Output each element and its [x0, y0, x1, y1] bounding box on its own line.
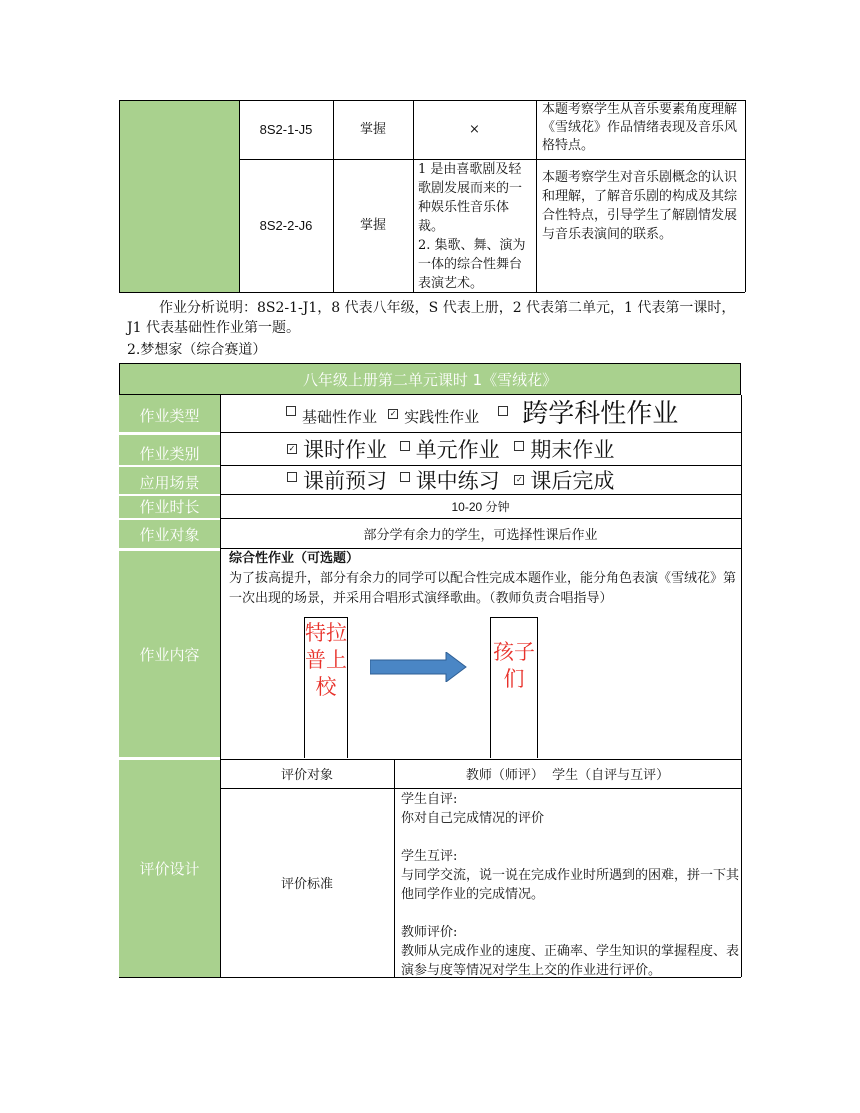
eval-self-title: 学生自评:	[401, 792, 458, 807]
eval-object-label: 评价对象	[280, 768, 333, 783]
role-right-text: 孩子们	[493, 640, 535, 691]
label-category: 作业类别	[139, 444, 200, 463]
table-cell-code: 8S2-2-J6	[259, 217, 313, 233]
checkbox-final[interactable]	[514, 441, 524, 451]
checkbox-practice[interactable]: ✓	[389, 409, 397, 418]
checkbox-unit[interactable]	[400, 441, 410, 451]
label-eval: 评价设计	[139, 859, 200, 878]
eval-standard-content	[401, 790, 739, 980]
role-left-text: 特拉普上校	[305, 621, 347, 699]
option-post-label: 课后完成	[530, 469, 615, 493]
option-final-label: 期末作业	[530, 438, 615, 462]
eval-teacher-title: 教师评价:	[401, 925, 458, 940]
duration-value: 10-20 分钟	[451, 499, 510, 514]
option-pre-label: 课前预习	[303, 469, 387, 493]
table-cell-level: 掌握	[359, 121, 386, 137]
label-type: 作业类型	[139, 406, 200, 425]
checkbox-cross[interactable]	[498, 406, 508, 416]
checkbox-basic[interactable]	[286, 406, 296, 416]
label-duration: 作业时长	[139, 497, 200, 516]
table-cell-analysis: 本题考察学生从音乐要素角度理解《雪绒花》作品情绪表现及音乐风格特点。	[542, 102, 738, 153]
option-unit-label: 单元作业	[415, 438, 500, 462]
table-header: 八年级上册第二单元课时 1《雪绒花》	[119, 363, 741, 395]
analysis-note: 作业分析说明：8S2-1-J1，8 代表八年级，S 代表上册，2 代表第二单元，1 代表第一课时，J1 代表基础性作业第一题。	[127, 300, 736, 336]
eval-peer-text: 与同学交流，说一说在完成作业时所遇到的困难，拼一下其他同学作业的完成情况。	[401, 868, 740, 902]
table-cell-answer: 1 是由喜歌剧及轻歌剧发展而来的一种娱乐性音乐体裁。 2. 集歌、舞、演为一体的综合性舞台表演艺术。	[418, 162, 526, 291]
option-basic-label: 基础性作业	[302, 408, 378, 426]
role-box-right	[490, 617, 538, 758]
option-practice-label: 实践性作业	[404, 408, 480, 426]
eval-teacher-text: 教师从完成作业的速度、正确率、学生知识的掌握程度、表演参与度等情况对学生上交的作业进行评价。	[401, 944, 740, 978]
option-in-label: 课中练习	[415, 469, 500, 493]
option-cross-label: 跨学科性作业	[522, 399, 679, 429]
role-box-left	[304, 617, 348, 758]
eval-peer-title: 学生互评:	[401, 849, 458, 864]
label-scene: 应用场景	[139, 473, 200, 492]
content-title: 综合性作业（可选题）	[229, 551, 360, 566]
option-lesson-label: 课时作业	[303, 438, 387, 462]
table1-green-column	[119, 100, 239, 292]
eval-self-text: 你对自己完成情况的评价	[401, 811, 545, 826]
label-target: 作业对象	[139, 525, 200, 544]
eval-standard-label: 评价标准	[280, 877, 333, 892]
checkbox-in[interactable]	[400, 472, 410, 482]
checkbox-lesson[interactable]: ✓	[288, 444, 296, 453]
table-cell-answer: ×	[469, 121, 480, 137]
arrow-right-icon	[370, 652, 468, 682]
table-cell-level: 掌握	[359, 217, 386, 233]
table-cell-analysis: 本题考察学生对音乐剧概念的认识和理解，了解音乐剧的构成及其综合性特点，引导学生了解剧情发展与音乐表演间的联系。	[542, 170, 738, 242]
target-value: 部分学有余力的学生，可选择性课后作业	[363, 527, 598, 543]
type-options	[286, 393, 678, 429]
section-title: 2.梦想家（综合赛道）	[127, 342, 267, 358]
content-text: 为了拔高提升，部分有余力的同学可以配合性完成本题作业，能分角色表演《雪绒花》第一次出现的场景，并采用合唱形式演绎歌曲。（教师负责合唱指导）	[229, 571, 737, 606]
scene-options	[287, 465, 614, 495]
table-cell-code: 8S2-1-J5	[259, 121, 313, 137]
eval-object-value: 教师（师评） 学生（自评与互评）	[465, 768, 670, 783]
category-options	[287, 434, 614, 464]
checkbox-pre[interactable]	[287, 472, 297, 482]
checkbox-post[interactable]: ✓	[516, 475, 523, 484]
label-content: 作业内容	[139, 645, 200, 664]
